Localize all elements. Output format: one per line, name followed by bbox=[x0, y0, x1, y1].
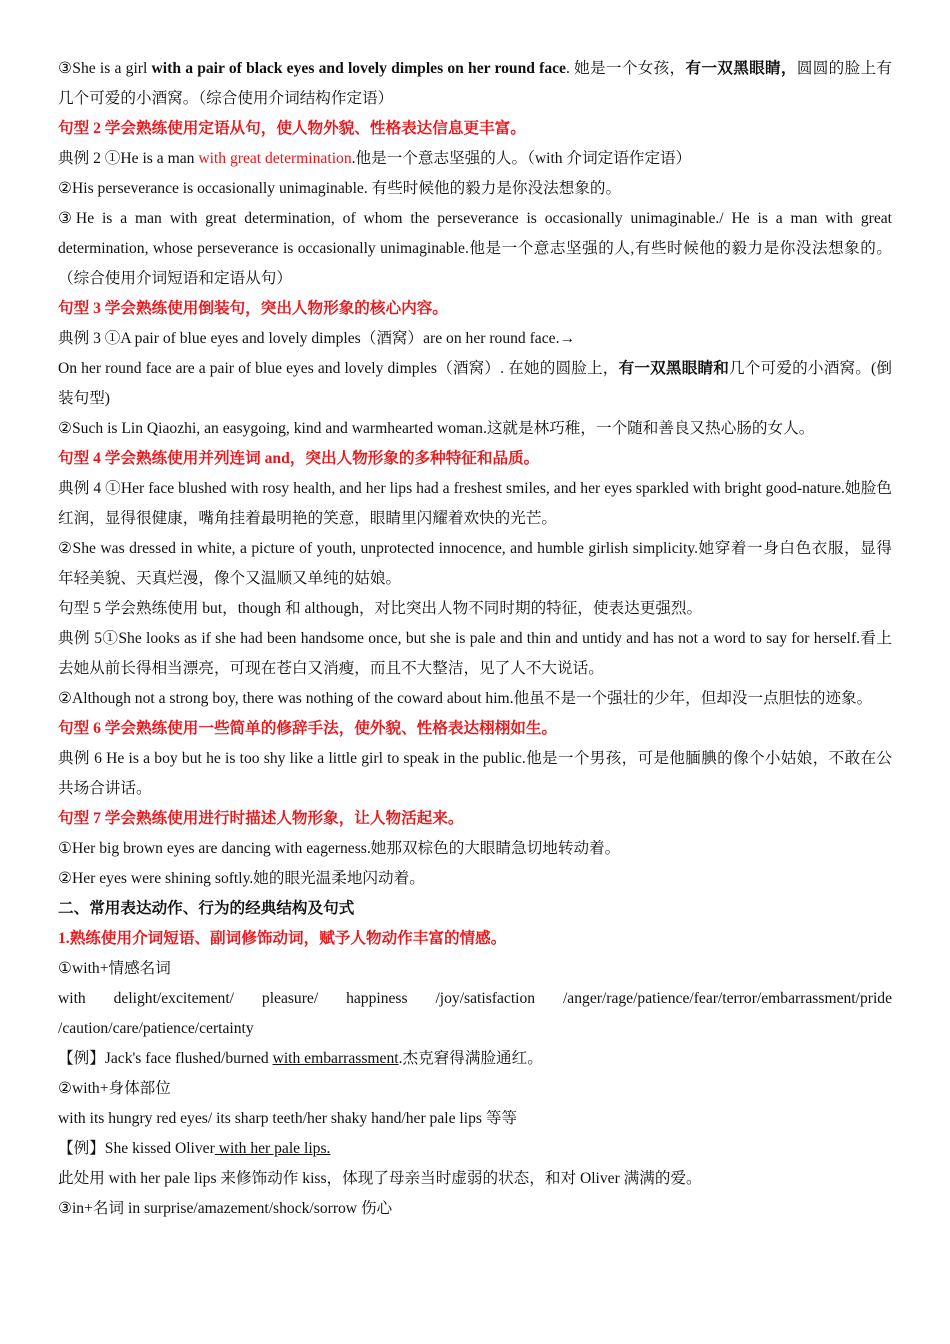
example-5-2: ②Although not a strong boy, there was nothing of the coward about him.他虽不是一个强壮的少年，但却没一点胆怯的迹象。 bbox=[58, 690, 873, 707]
pattern-4-heading: 句型 4 学会熟练使用并列连词 and，突出人物形象的多种特征和品质。 bbox=[58, 450, 540, 467]
example-7-1: ①Her big brown eyes are dancing with eagerness.她那双棕色的大眼睛急切地转动着。 bbox=[58, 840, 621, 857]
example-4-2: ②She was dressed in white, a picture of youth, unprotected innocence, and humble girlish simplicity.她穿着一身白色衣服，显得年轻美貌、天真烂漫，像个又温顺又单纯的姑娘。 bbox=[58, 540, 892, 587]
pattern-2-heading: 句型 2 学会熟练使用定语从句，使人物外貌、性格表达信息更丰富。 bbox=[58, 120, 526, 137]
with-body-part-label: ②with+身体部位 bbox=[58, 1080, 171, 1097]
example-2-3: ③He is a man with great determination, of whom the perseverance is occasionally unimaginable./ He is a man with great determination, whose perseverance is occasionally unimaginable.他是一个意志坚强的人,有些时候他的毅力是你没法想象的。（综合使用介词短语和定语从句） bbox=[58, 210, 892, 287]
with-emotion-list: with delight/excitement/ pleasure/ happiness /joy/satisfaction /anger/rage/patience/fear/terror/embarrassment/pride /caution/care/patience/certainty bbox=[58, 990, 892, 1037]
with-body-part-note: 此处用 with her pale lips 来修饰动作 kiss，体现了母亲当时虚弱的状态，和对 Oliver 满满的爱。 bbox=[58, 1170, 702, 1187]
example-3-3: ②Such is Lin Qiaozhi, an easygoing, kind and warmhearted woman.这就是林巧稚，一个随和善良又热心肠的女人。 bbox=[58, 420, 815, 437]
section-2-heading: 二、常用表达动作、行为的经典结构及句式 bbox=[58, 900, 355, 917]
pattern-3-heading: 句型 3 学会熟练使用倒装句，突出人物形象的核心内容。 bbox=[58, 300, 448, 317]
pattern-6-heading: 句型 6 学会熟练使用一些简单的修辞手法，使外貌、性格表达栩栩如生。 bbox=[58, 720, 558, 737]
example-3-2: On her round face are a pair of blue eyes and lovely dimples（酒窝）. 在她的圆脸上，有一双黑眼睛和几个可爱的小酒窝。(倒装句型) bbox=[58, 360, 892, 407]
pattern-5-heading: 句型 5 学会熟练使用 but，though 和 although，对比突出人物不同时期的特征，使表达更强烈。 bbox=[58, 600, 703, 617]
example-6-1: 典例 6 He is a boy but he is too shy like a little girl to speak in the public.他是一个男孩，可是他腼腆的像个小姑娘，不敢在公共场合讲话。 bbox=[58, 750, 892, 797]
example-4-1: 典例 4 ①Her face blushed with rosy health, and her lips had a freshest smiles, and her eyes sparkled with bright good-nature.她脸色红润，显得很健康，嘴角挂着最明艳的笑意，眼睛里闪耀着欢快的光芒。 bbox=[58, 480, 892, 527]
example-1-3: ③She is a girl with a pair of black eyes and lovely dimples on her round face. 她是一个女孩，有一双黑眼睛，圆圆的脸上有几个可爱的小酒窝。（综合使用介词结构作定语） bbox=[58, 60, 892, 107]
example-2-2: ②His perseverance is occasionally unimaginable. 有些时候他的毅力是你没法想象的。 bbox=[58, 180, 622, 197]
with-emotion-label: ①with+情感名词 bbox=[58, 960, 171, 977]
subsection-1-heading: 1.熟练使用介词短语、副词修饰动词，赋予人物动作丰富的情感。 bbox=[58, 930, 507, 947]
with-body-part-example: 【例】She kissed Oliver with her pale lips. bbox=[58, 1140, 331, 1157]
example-3-1: 典例 3 ①A pair of blue eyes and lovely dimples（酒窝）are on her round face.→ bbox=[58, 330, 576, 347]
example-5-1: 典例 5①She looks as if she had been handsome once, but she is pale and thin and untidy and has not a word to say for herself.看上去她从前长得相当漂亮，可现在苍白又消瘦，而且不大整洁，见了人不大说话。 bbox=[58, 630, 892, 677]
with-emotion-example: 【例】Jack's face flushed/burned with embarrassment.杰克窘得满脸通红。 bbox=[58, 1050, 543, 1067]
with-body-part-list: with its hungry red eyes/ its sharp teeth/her shaky hand/her pale lips 等等 bbox=[58, 1110, 518, 1127]
example-2-1: 典例 2 ①He is a man with great determination.他是一个意志坚强的人。（with 介词定语作定语） bbox=[58, 150, 692, 167]
document-page bbox=[58, 54, 892, 1224]
pattern-7-heading: 句型 7 学会熟练使用进行时描述人物形象，让人物活起来。 bbox=[58, 810, 464, 827]
in-noun-label: ③in+名词 in surprise/amazement/shock/sorrow 伤心 bbox=[58, 1200, 393, 1217]
example-7-2: ②Her eyes were shining softly.她的眼光温柔地闪动着。 bbox=[58, 870, 425, 887]
